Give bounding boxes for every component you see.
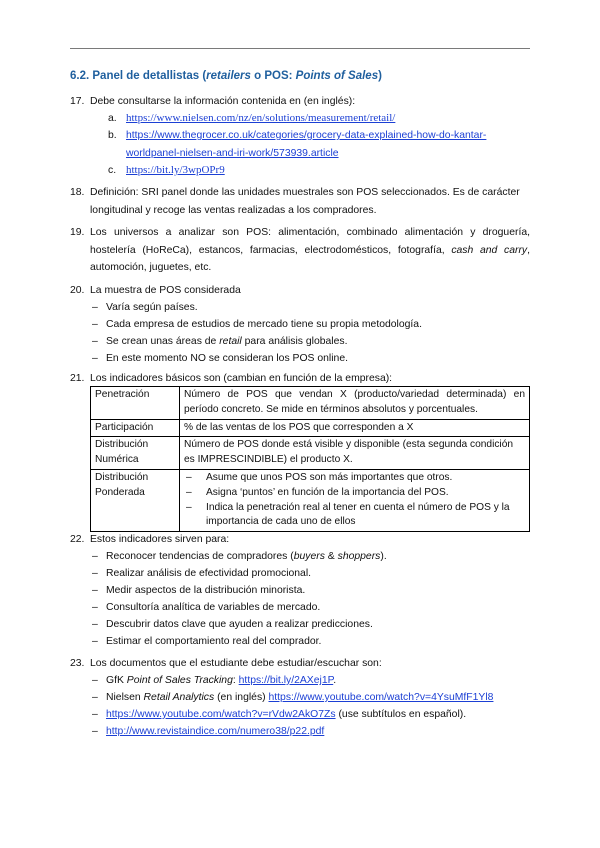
table-row xyxy=(91,469,530,531)
link-youtube-subtitles[interactable]: https://www.youtube.com/watch?v=rVdw2AkO7Zs xyxy=(106,709,336,720)
item-17: 17. Debe consultarse la información contenida en (en inglés): xyxy=(70,96,356,107)
item-22-dash-2: – Realizar análisis de efectividad promocional. xyxy=(92,568,312,579)
item-19: 19. Los universos a analizar son POS: alimentación, combinado alimentación y droguería, hostelería (HoReCa), estancos, farmacias, electrodomésticos, fotografía, cash and carry, automoción, juguetes, etc. xyxy=(70,227,530,273)
item-22-dash-5: – Descubrir datos clave que ayuden a realizar predicciones. xyxy=(92,619,373,630)
item-23: 23. Los documentos que el estudiante debe estudiar/escuchar son: xyxy=(70,658,382,669)
link-nielsen-retail[interactable]: https://www.nielsen.com/nz/en/solutions/measurement/retail/ xyxy=(126,112,396,124)
table-key: Distribución Ponderada xyxy=(91,469,180,531)
link-youtube-nielsen[interactable]: https://www.youtube.com/watch?v=4YsuMfF1Yl8 xyxy=(268,692,494,703)
link-thegrocer[interactable]: https://www.thegrocer.co.uk/categories/grocery-data-explained-how-do-kantar- xyxy=(126,130,487,141)
item-22-dash-4: – Consultoría analítica de variables de mercado. xyxy=(92,602,321,613)
table-key: Participación xyxy=(91,419,180,437)
item-20: 20. La muestra de POS considerada xyxy=(70,285,241,296)
table-key: Penetración xyxy=(91,387,180,420)
item-20-dash-3: – Se crean unas áreas de retail para análisis globales. xyxy=(92,336,348,347)
item-22-dash-1: – Reconocer tendencias de compradores (buyers & shoppers). xyxy=(92,551,387,562)
table-value: % de las ventas de los POS que corresponden a X xyxy=(180,419,530,437)
table-row xyxy=(91,387,530,420)
item-17c: c. https://bit.ly/3wpOPr9 xyxy=(108,164,225,176)
list-item: – Indica la penetración real al tener en cuenta el número de POS y la importancia de cada uno de ellos xyxy=(186,501,510,528)
item-20-dash-2: – Cada empresa de estudios de mercado tiene su propia metodología. xyxy=(92,319,422,330)
item-22-dash-6: – Estimar el comportamiento real del comprador. xyxy=(92,636,322,647)
table-row xyxy=(91,419,530,437)
item-20-dash-1: – Varía según países. xyxy=(92,302,198,313)
link-thegrocer-cont[interactable]: worldpanel-nielsen-and-iri-work/573939.article xyxy=(126,147,339,159)
item-17a: a. https://www.nielsen.com/nz/en/solutions/measurement/retail/ xyxy=(108,112,396,124)
table-value xyxy=(180,469,530,531)
list-item: – Asigna ‘puntos’ en función de la importancia del POS. xyxy=(186,486,449,498)
indicators-table xyxy=(90,386,530,532)
item-18: 18. Definición: SRI panel donde las unidades muestrales son POS seleccionados. Es de carácter longitudinal y recoge las ventas realizadas a los compradores. xyxy=(70,187,520,216)
table-row xyxy=(91,437,530,470)
table-key: Distribución Numérica xyxy=(91,437,180,470)
table-value: Número de POS que vendan X (producto/variedad determinada) en período concreto. Se mide en términos absolutos y porcentuales. xyxy=(180,387,530,420)
item-22: 22. Estos indicadores sirven para: xyxy=(70,534,230,545)
item-20-dash-4: – En este momento NO se consideran los POS online. xyxy=(92,353,348,364)
link-bitly-3wpOPr9[interactable]: https://bit.ly/3wpOPr9 xyxy=(126,164,225,176)
item-23-dash-4: – http://www.revistaindice.com/numero38/p22.pdf xyxy=(92,726,325,737)
item-23-dash-1: – GfK Point of Sales Tracking: https://bit.ly/2AXej1P. xyxy=(92,675,337,686)
item-23-dash-3: – https://www.youtube.com/watch?v=rVdw2AkO7Zs (use subtítulos en español). xyxy=(92,709,467,720)
item-21: 21. Los indicadores básicos son (cambian en función de la empresa): xyxy=(70,373,393,384)
link-revistaindice[interactable]: http://www.revistaindice.com/numero38/p22.pdf xyxy=(106,726,325,737)
list-item: – Asume que unos POS son más importantes que otros. xyxy=(186,471,453,483)
item-23-dash-2: – Nielsen Retail Analytics (en inglés) https://www.youtube.com/watch?v=4YsuMfF1Yl8 xyxy=(92,692,494,703)
item-22-dash-3: – Medir aspectos de la distribución minorista. xyxy=(92,585,306,596)
section-title: 6.2. Panel de detallistas (retailers o POS: Points of Sales) xyxy=(70,70,382,82)
table-value: Número de POS donde está visible y disponible (esta segunda condición es IMPRESCINDIBLE) el producto X. xyxy=(180,437,530,470)
header-rule xyxy=(70,48,530,49)
item-17b: b. https://www.thegrocer.co.uk/categories/grocery-data-explained-how-do-kantar- worldpanel-nielsen-and-iri-work/573939.article xyxy=(108,130,487,159)
link-gfk[interactable]: https://bit.ly/2AXej1P xyxy=(238,675,334,686)
